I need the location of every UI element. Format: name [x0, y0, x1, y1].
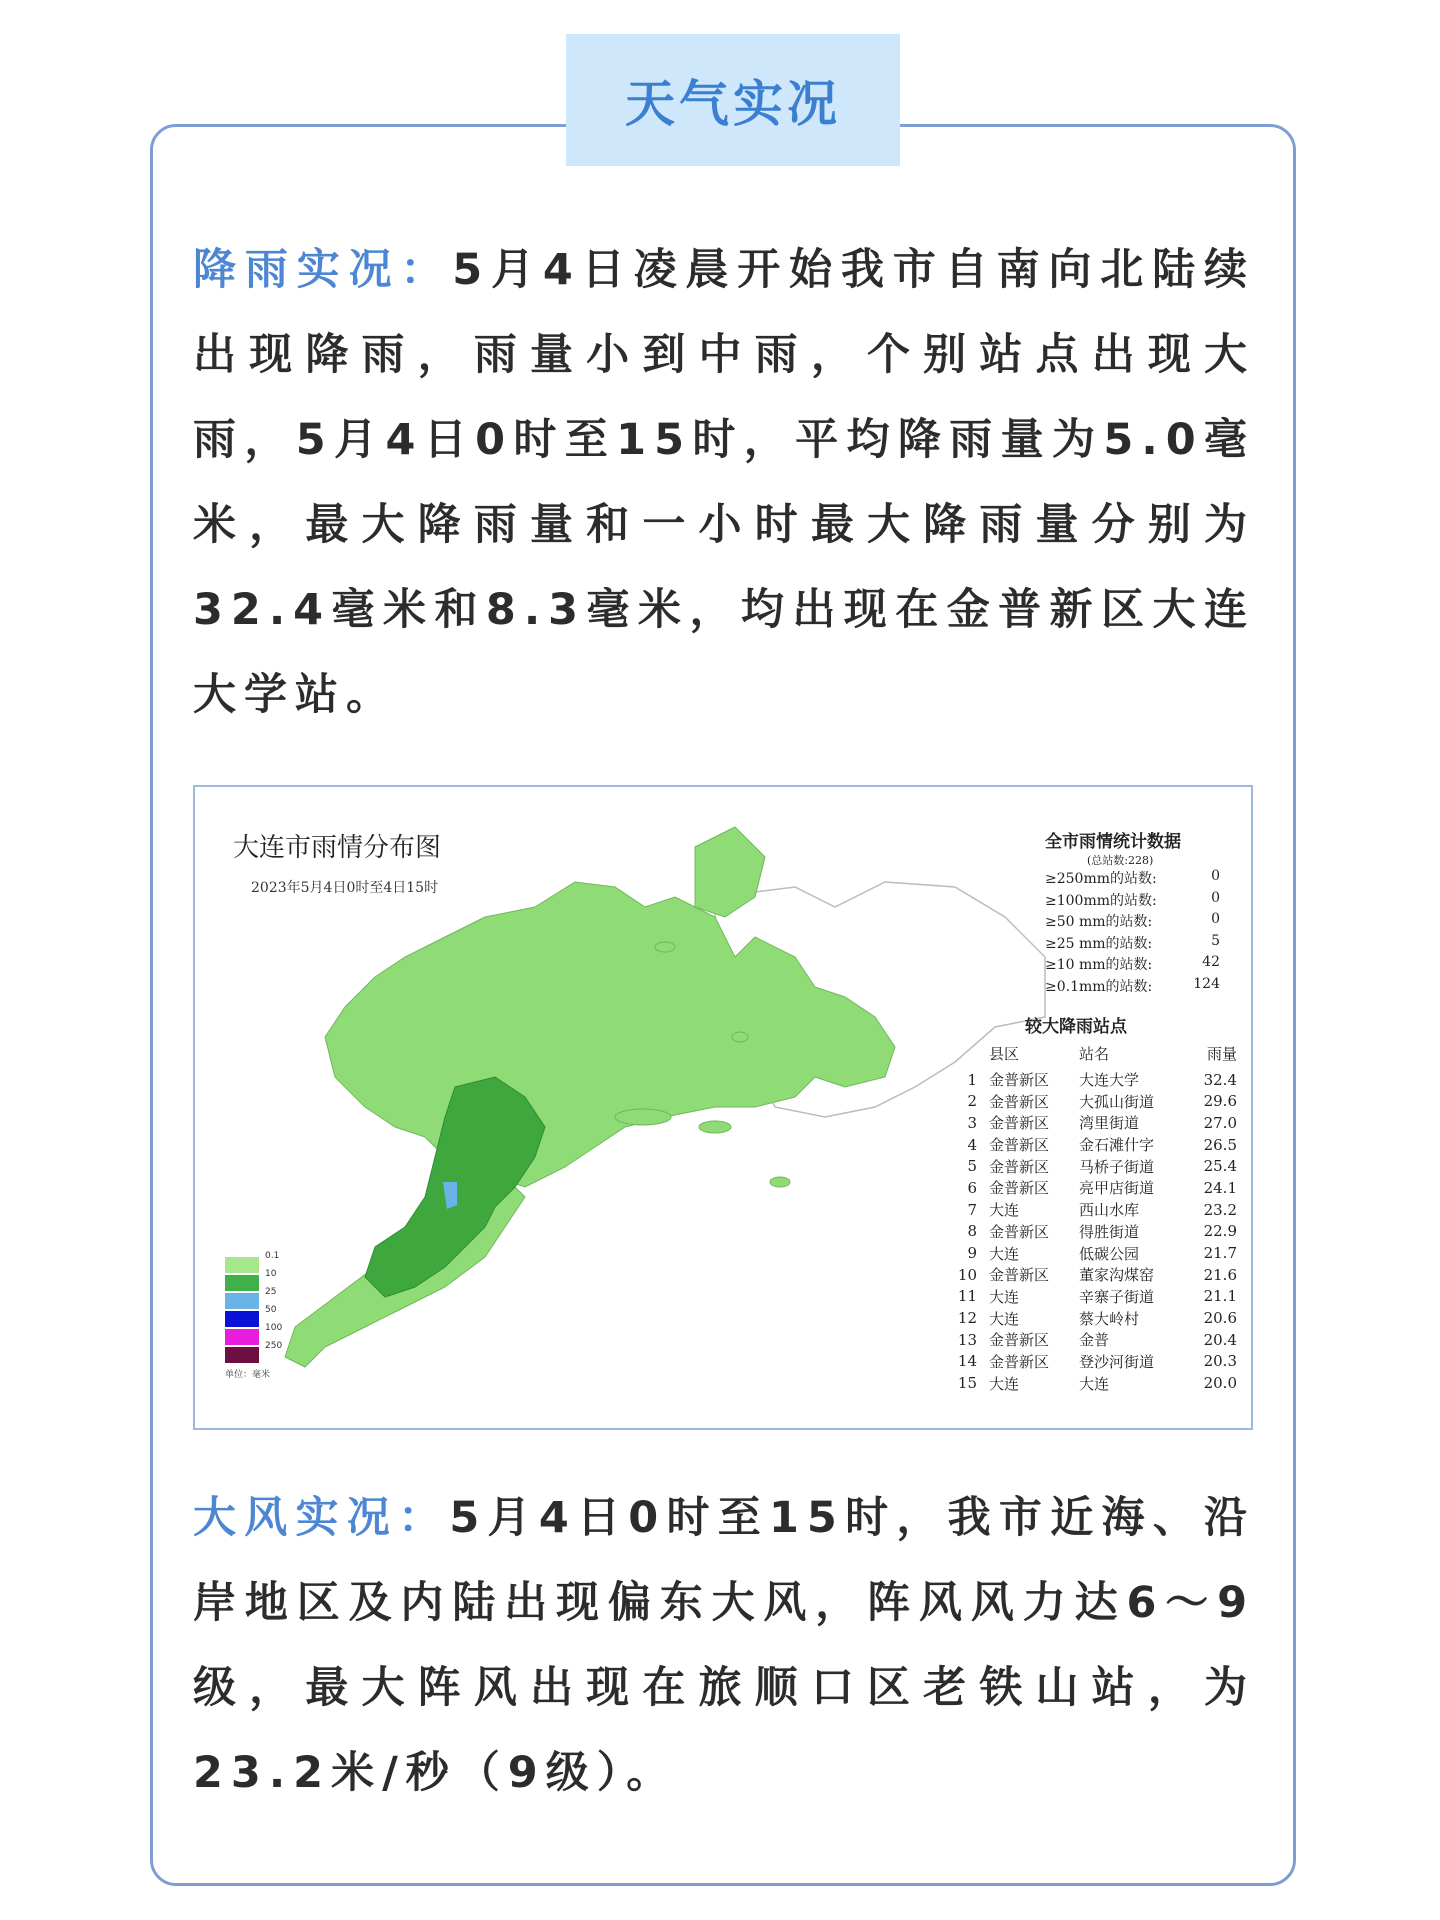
rain-distribution-map — [193, 785, 1253, 1430]
table-title: 较大降雨站点 — [1025, 1017, 1127, 1037]
stats-row: ≥100mm的站数: 0 — [1045, 889, 1220, 909]
island — [770, 1177, 790, 1187]
table-row: 12 大连 蔡大岭村 20.6 — [957, 1309, 1237, 1328]
stats-title: 全市雨情统计数据 — [1045, 832, 1181, 852]
legend-unit: 单位：毫米 — [225, 1370, 271, 1380]
legend-swatch: 0.1 — [225, 1257, 259, 1273]
top-stations-table — [955, 1012, 1245, 1394]
table-row: 11 大连 辛寨子街道 21.1 — [957, 1287, 1237, 1306]
rain-text: 5月4日凌晨开始我市自南向北陆续出现降雨，雨量小到中雨，个别站点出现大雨，5月4日0时至15时，平均降雨量为5.0毫米，最大降雨量和一小时最大降雨量分别为32.4毫米和8.3毫米，均出现在金普新区大连大学站。 — [193, 245, 1256, 720]
table-row: 7 大连 西山水库 23.2 — [967, 1200, 1237, 1220]
rain-label: 降雨实况： — [193, 245, 453, 295]
section-header — [566, 34, 900, 166]
stats-row: ≥250mm的站数: 0 — [1045, 868, 1220, 887]
island — [615, 1109, 671, 1125]
island — [732, 1032, 748, 1042]
stats-row: ≥50 mm的站数: 0 — [1045, 911, 1220, 930]
table-row: 9 大连 低碳公园 21.7 — [967, 1244, 1237, 1263]
rain-stats — [1045, 827, 1245, 997]
wind-paragraph — [193, 1476, 1255, 1816]
table-row: 15 大连 大连 20.0 — [957, 1374, 1237, 1393]
rain-paragraph — [193, 228, 1255, 738]
table-row: 10 金普新区 董家沟煤窑 21.6 — [957, 1265, 1237, 1285]
table-row: 13 金普新区 金普 20.4 — [957, 1330, 1237, 1350]
stats-row: ≥25 mm的站数: 5 — [1045, 932, 1220, 952]
legend-swatch: 100 — [225, 1329, 259, 1345]
stats-row: ≥10 mm的站数: 42 — [1045, 954, 1220, 973]
stats-total: (总站数:228) — [1087, 854, 1154, 867]
island — [699, 1121, 731, 1133]
map-legend — [225, 1251, 283, 1380]
stats-row: ≥0.1mm的站数: 124 — [1045, 975, 1220, 995]
table-row: 6 金普新区 亮甲店街道 24.1 — [967, 1178, 1237, 1198]
table-row: 4 金普新区 金石滩什字 26.5 — [967, 1135, 1237, 1155]
table-row: 3 金普新区 湾里街道 27.0 — [967, 1113, 1237, 1133]
island — [655, 942, 675, 952]
table-row: 14 金普新区 登沙河街道 20.3 — [957, 1352, 1237, 1371]
legend-swatch: 10 — [225, 1275, 259, 1291]
table-header: 县区 站名 雨量 — [989, 1045, 1237, 1064]
legend-swatch: 25 — [225, 1293, 259, 1309]
table-row: 2 金普新区 大孤山街道 29.6 — [967, 1092, 1237, 1111]
map-subtitle: 2023年5月4日0时至4日15时 — [251, 880, 439, 896]
table-row: 5 金普新区 马桥子街道 25.4 — [967, 1157, 1237, 1176]
legend-swatch: 50 — [225, 1311, 259, 1327]
map-title: 大连市雨情分布图 — [233, 833, 442, 863]
table-row: 8 金普新区 得胜街道 22.9 — [967, 1222, 1237, 1241]
section-title: 天气实况 — [625, 75, 841, 133]
table-row: 1 金普新区 大连大学 32.4 — [967, 1070, 1237, 1090]
wind-text: 5月4日0时至15时，我市近海、沿岸地区及内陆出现偏东大风，阵风风力达6～9级，最大阵风出现在旅顺口区老铁山站，为23.2米/秒（9级）。 — [193, 1493, 1255, 1798]
wind-label: 大风实况： — [193, 1493, 450, 1543]
legend-swatch: 250 — [225, 1347, 259, 1363]
